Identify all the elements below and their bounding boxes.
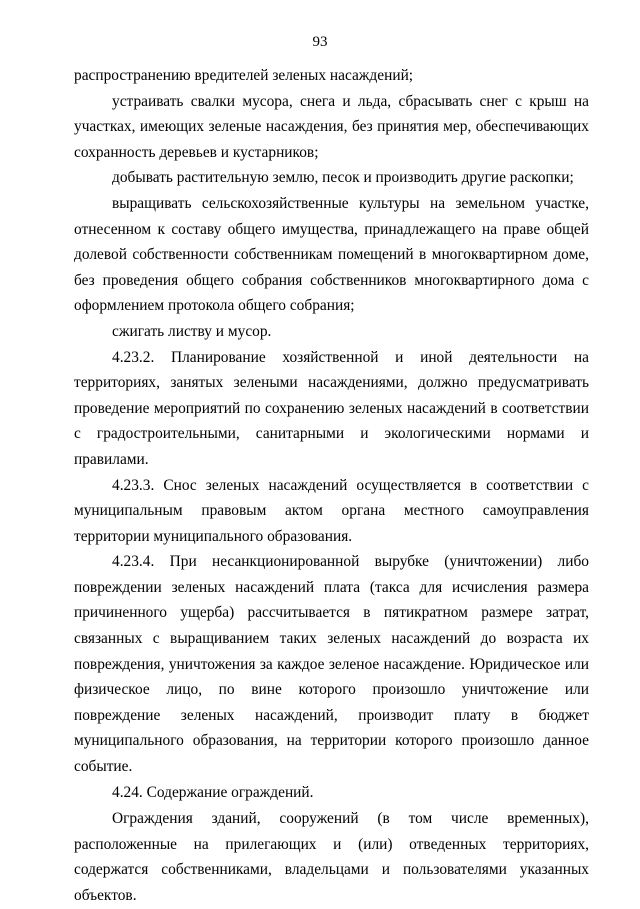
paragraph-snow-dumps: устраивать свалки мусора, снега и льда, сбрасывать снег с крыш на участках, имеющих зеленые насаждения, без принятия мер, обеспечивающих сохранность деревьев и кустарников;	[74, 92, 589, 161]
paragraph-excavation: добывать растительную землю, песок и производить другие раскопки;	[112, 169, 574, 187]
paragraph-continuation: распространению вредителей зеленых насаждений;	[74, 67, 414, 84]
paragraph-burning: сжигать листву и мусор.	[112, 322, 272, 340]
paragraph-4-23-3: 4.23.3. Снос зеленых насаждений осуществляется в соответствии с муниципальным правовым актом органа местного самоуправления территории муниципального образования.	[74, 476, 589, 545]
document-body	[74, 63, 589, 909]
paragraph-crops: выращивать сельскохозяйственные культуры на земельном участке, отнесенном к составу общего имущества, принадлежащего на праве общей долевой собственности собственникам помещений в многоквартирном доме, без проведения общего собрания собственников многоквартирного дома с оформлением протокола общего собрания;	[74, 194, 589, 315]
paragraph-fences: Ограждения зданий, сооружений (в том числе временных), расположенные на прилегающих и (или) отведенных территориях, содержатся собственниками, владельцами и пользователями указанных объектов.	[74, 810, 589, 904]
paragraph-4-23-2: 4.23.2. Планирование хозяйственной и иной деятельности на территориях, занятых зелеными насаждениями, должно предусматривать проведение мероприятий по сохранению зеленых насаждений в соответствии с градостроительными, санитарными и экологическими нормами и правилами.	[74, 348, 589, 468]
page-number: 93	[312, 34, 328, 50]
section-heading-4-24: 4.24. Содержание ограждений.	[112, 783, 314, 801]
paragraph-4-23-4: 4.23.4. При несанкционированной вырубке (уничтожении) либо повреждении зеленых насаждений плата (такса для исчисления размера причиненного ущерба) рассчитывается в пятикратном размере затрат, связанных с выращиванием таких зеленых насаждений до возраста их повреждения, уничтожения за каждое зеленое насаждение. Юридическое или физическое лицо, по вине которого произошло уничтожение или повреждение зеленых насаждений, производит плату в бюджет муниципального образования, на территории которого произошло данное событие.	[74, 553, 589, 776]
